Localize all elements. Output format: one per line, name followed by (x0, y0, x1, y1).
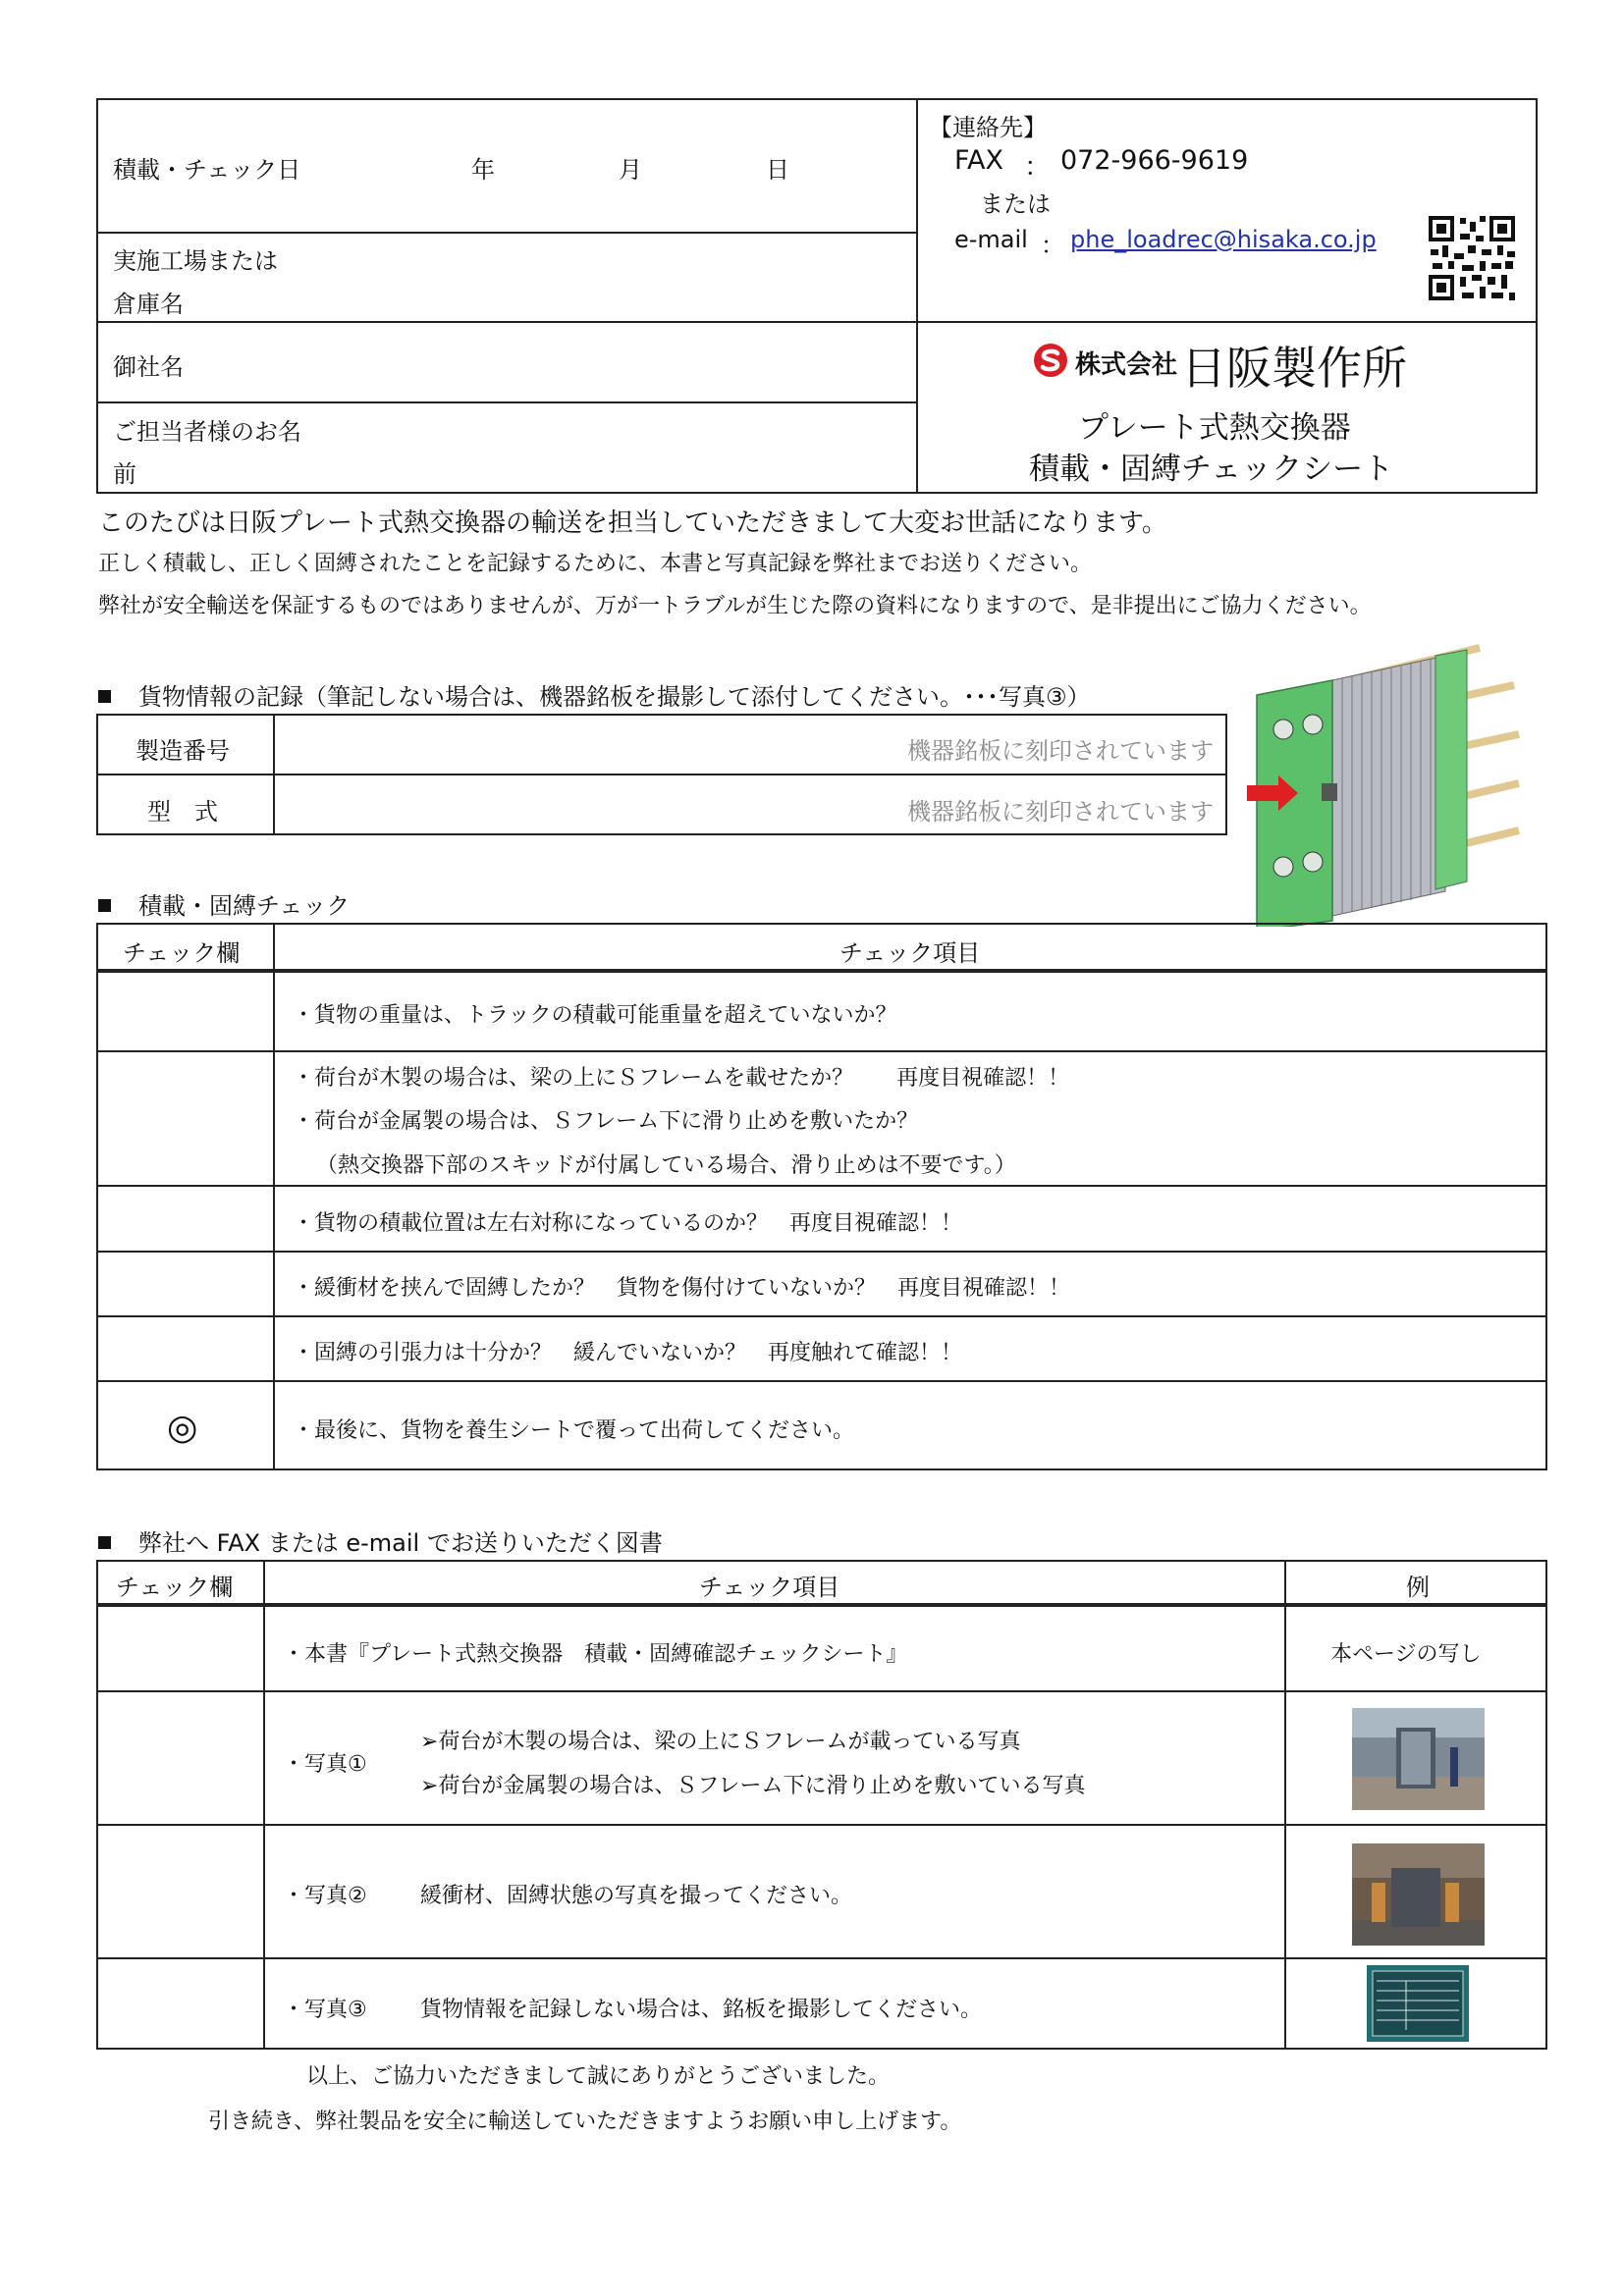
check-item-5: ・固縛の引張力は十分か？ 緩んでいないか？ 再度触れて確認！！ (293, 1341, 963, 1365)
check-item-4: ・緩衝材を挟んで固縛したか？ 貨物を傷付けていないか？ 再度目視確認！！ (293, 1276, 1071, 1301)
email-link[interactable]: phe_loadrec@hisaka.co.jp (1070, 226, 1377, 253)
doc-title-1: プレート式熱交換器 (1078, 410, 1351, 446)
send-heading: 弊社へ FAX または e-mail でお送りいただく図書 (98, 1523, 663, 1558)
factory-label-2: 倉庫名 (113, 291, 184, 318)
check-item-2a: ・荷台が木製の場合は、梁の上にＳフレームを載せたか？ 再度目視確認！！ (293, 1066, 1070, 1091)
fax-label: FAX (954, 145, 1004, 176)
year-label: 年 (471, 156, 495, 184)
day-label: 日 (766, 156, 789, 184)
serial-label: 製造番号 (135, 737, 230, 765)
or-text: または (980, 190, 1051, 218)
doc-title-2: 積載・固縛チェックシート (1029, 452, 1394, 487)
item-col-header: チェック項目 (839, 939, 981, 967)
fax-number: 072-966-9619 (1060, 145, 1249, 176)
month-label: 月 (619, 156, 642, 184)
person-label-2: 前 (113, 460, 136, 488)
heat-exchanger-illustration (1239, 636, 1534, 927)
company-label: 御社名 (113, 353, 184, 381)
send-item-2-detail-1: ➢荷台が木製の場合は、梁の上にＳフレームが載っている写真 (420, 1730, 1021, 1754)
closing-line-1: 以上、ご協力いただきまして誠にありがとうございました。 (306, 2064, 891, 2089)
send-item-3: ・写真② (283, 1884, 367, 1908)
check-heading: 積載・固縛チェック (98, 886, 350, 921)
send-item-4: ・写真③ (283, 1998, 367, 2022)
send-item-3-detail: 緩衝材、固縛状態の写真を撮ってください。 (420, 1884, 853, 1908)
logo-name: 日阪製作所 (1181, 342, 1407, 395)
intro-line-1: このたびは日阪プレート式熱交換器の輸送を担当していただきまして大変お世話になります。 (98, 508, 1167, 538)
check-item-3: ・貨物の積載位置は左右対称になっているのか？ 再度目視確認！！ (293, 1211, 963, 1236)
qr-code-icon (1427, 214, 1517, 302)
model-label: 型 式 (147, 798, 218, 826)
closing-line-2: 引き続き、弊社製品を安全に輸送していただきますようお願い申し上げます。 (208, 2109, 962, 2134)
example-photo-3-nameplate (1367, 1965, 1469, 2042)
factory-label-1: 実施工場または (113, 247, 278, 275)
check-item-2b: ・荷台が金属製の場合は、Ｓフレーム下に滑り止めを敷いたか？ (293, 1109, 919, 1134)
send-table (96, 1560, 1547, 2050)
email-sep: ： (1041, 232, 1064, 259)
fax-sep: ： (1024, 152, 1051, 183)
hisaka-logo-icon (1033, 343, 1068, 378)
send-item-1: ・本書『プレート式熱交換器 積載・固縛確認チェックシート』 (283, 1642, 908, 1667)
send-example-1: 本ページの写し (1330, 1642, 1482, 1667)
check-item-2c: （熱交換器下部のスキッドが付属している場合、滑り止めは不要です。） (316, 1153, 1016, 1178)
send-example-col-header: 例 (1406, 1574, 1430, 1601)
email-label: e-mail (954, 226, 1028, 253)
logo-prefix: 株式会社 (1075, 350, 1178, 380)
send-item-4-detail: 貨物情報を記録しない場合は、銘板を撮影してください。 (420, 1998, 983, 2022)
intro-line-3: 弊社が安全輸送を保証するものではありませんが、万が一トラブルが生じた際の資料になりますので、是非提出にご協力ください。 (98, 594, 1372, 618)
check-item-6: ・最後に、貨物を養生シートで覆って出荷してください。 (293, 1418, 855, 1443)
person-label-1: ご担当者様のお名 (113, 418, 301, 446)
send-item-2: ・写真① (283, 1752, 367, 1777)
contact-title: 【連絡先】 (929, 114, 1047, 141)
send-item-2-detail-2: ➢荷台が金属製の場合は、Ｓフレーム下に滑り止めを敷いている写真 (420, 1774, 1086, 1798)
send-item-col-header: チェック項目 (699, 1574, 840, 1601)
cargo-heading: 貨物情報の記録（筆記しない場合は、機器銘板を撮影して添付してください。･･･写真③） (98, 677, 1091, 712)
send-check-col-header: チェック欄 (116, 1574, 234, 1601)
serial-hint[interactable]: 機器銘板に刻印されています (907, 737, 1214, 765)
model-hint[interactable]: 機器銘板に刻印されています (907, 798, 1214, 826)
check-mark-6[interactable]: ◎ (167, 1408, 198, 1448)
check-item-1: ・貨物の重量は、トラックの積載可能重量を超えていないか？ (293, 1003, 897, 1028)
intro-line-2: 正しく積載し、正しく固縛されたことを記録するために、本書と写真記録を弊社までお送りください。 (98, 552, 1093, 576)
example-photo-2 (1352, 1843, 1485, 1946)
date-label: 積載・チェック日 (113, 156, 301, 184)
check-col-header: チェック欄 (123, 939, 241, 967)
example-photo-1 (1352, 1708, 1485, 1810)
